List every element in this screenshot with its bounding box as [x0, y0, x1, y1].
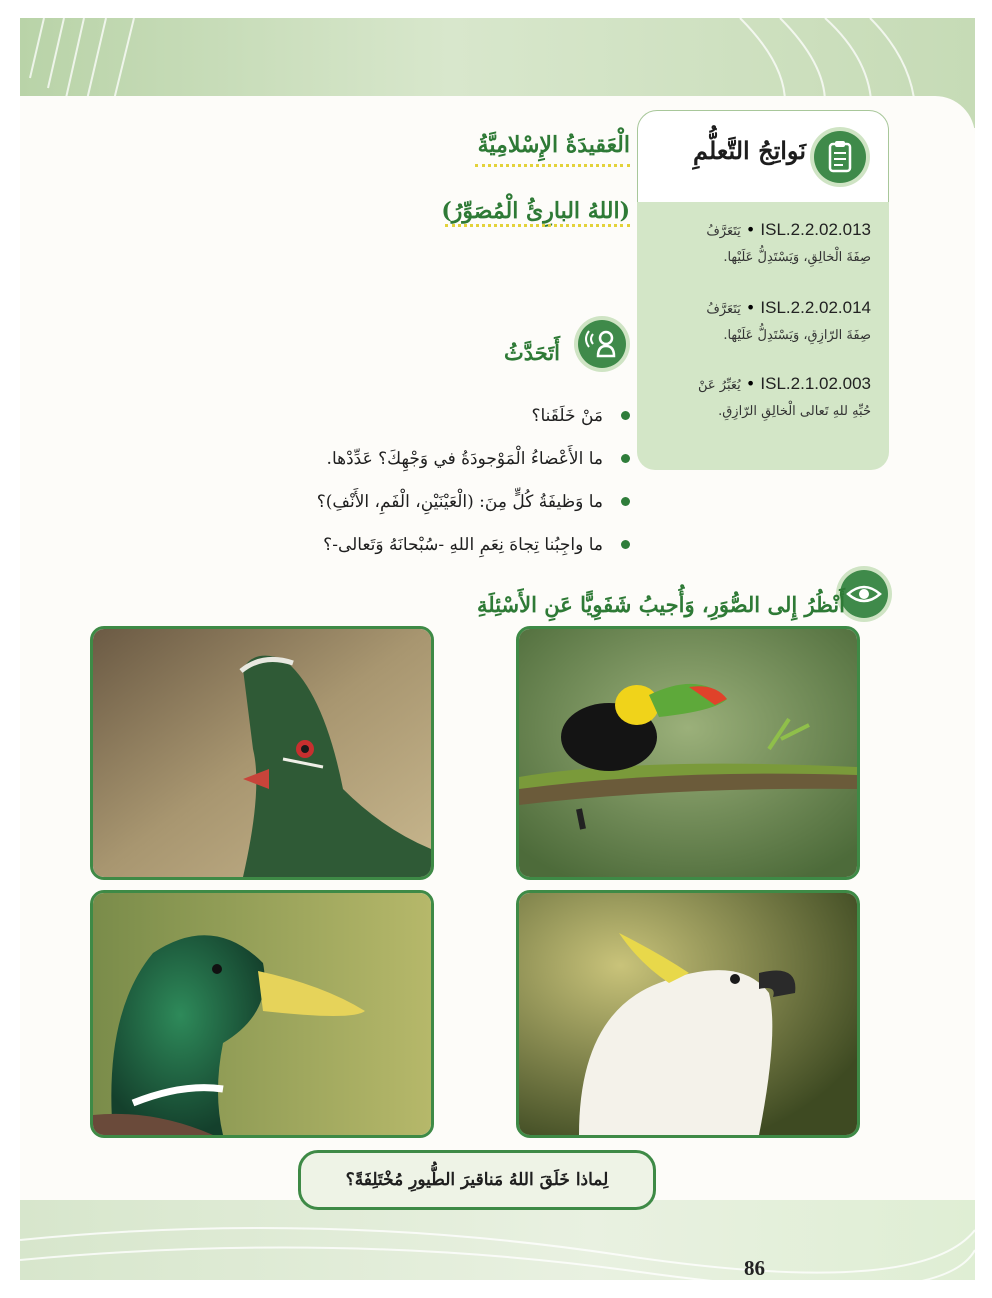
- clipboard-icon: [814, 131, 866, 183]
- bullet-dot: •: [745, 298, 761, 317]
- footer-decoration: [20, 1200, 975, 1280]
- speaking-person-icon: [578, 320, 626, 368]
- list-item: [230, 394, 630, 437]
- turaco-photo: [90, 626, 434, 880]
- bullet-dot: •: [745, 374, 761, 393]
- question-box: [298, 1150, 656, 1210]
- outcome-item: [651, 220, 871, 265]
- list-item: [230, 480, 630, 523]
- page: [20, 18, 975, 1280]
- duck-photo: [90, 890, 434, 1138]
- toucan-photo: [516, 626, 860, 880]
- learning-outcomes-box: [637, 110, 889, 470]
- outcome-verb: يُعَبِّرُ عَنْ: [698, 378, 741, 393]
- outcome-description: صِفَةَ الْخالِقِ، وَيَسْتَدِلُّ عَلَيْها.: [723, 250, 871, 265]
- outcome-description: حُبِّهِ للهِ تَعالى الْخالِقِ الرّازِقِ.: [718, 404, 871, 419]
- outcomes-header: [637, 110, 889, 204]
- question-text: مَنْ خَلَقَنا؟: [531, 405, 603, 426]
- dotted-underline: [445, 224, 630, 227]
- outcome-code: ISL.2.2.02.014: [760, 298, 871, 317]
- outcome-verb: يَتَعَرَّفُ: [706, 302, 741, 317]
- bullet-dot: [621, 454, 630, 463]
- bullet-dot: •: [745, 220, 761, 239]
- bullet-dot: [621, 540, 630, 549]
- outcome-item: [651, 298, 871, 343]
- page-number: 86: [744, 1256, 765, 1280]
- list-item: [230, 523, 630, 566]
- outcomes-list: [637, 202, 889, 470]
- unit-title: الْعَقيدَةُ الإِسْلامِيَّةُ: [477, 132, 630, 158]
- speak-questions: [230, 394, 630, 566]
- outcomes-title: نَواتِجُ التَّعلُّمِ: [693, 136, 806, 165]
- footer-band: [20, 1200, 975, 1280]
- question-text: ما وَظيفَةُ كُلٍّ مِنَ: (الْعَيْنَيْنِ، الْفَمِ، الأَنْفِ)؟: [316, 491, 603, 512]
- bullet-dot: [621, 411, 630, 420]
- dotted-underline: [475, 164, 630, 167]
- lesson-title: (اللهُ البارِئُ الْمُصَوِّرُ): [441, 198, 630, 224]
- question-text: ما واجِبُنا تِجاهَ نِعَمِ اللهِ -سُبْحانَهُ وَتَعالى-؟: [323, 534, 603, 555]
- outcome-item: [651, 374, 871, 419]
- speak-heading: أَتَحَدَّثُ: [503, 340, 560, 365]
- question-text: ما الأَعْضاءُ الْمَوْجودَةُ في وَجْهِكَ؟ عَدِّدْها.: [326, 448, 603, 469]
- look-heading: أَنْظُرُ إِلى الصُّوَرِ، وَأُجيبُ شَفَوِيًّا عَنِ الأَسْئِلَةِ: [476, 592, 845, 617]
- outcome-verb: يَتَعَرَّفُ: [706, 224, 741, 239]
- outcome-code: ISL.2.2.02.013: [760, 220, 871, 239]
- bullet-dot: [621, 497, 630, 506]
- cockatoo-photo: [516, 890, 860, 1138]
- question-text: لِماذا خَلَقَ اللهُ مَناقيرَ الطُّيورِ مُخْتَلِفَةً؟: [345, 1170, 609, 1190]
- list-item: [230, 437, 630, 480]
- eye-icon: [840, 570, 888, 618]
- outcome-code: ISL.2.1.02.003: [760, 374, 871, 393]
- outcome-description: صِفَةَ الرّازِقِ، وَيَسْتَدِلُّ عَلَيْها.: [723, 328, 871, 343]
